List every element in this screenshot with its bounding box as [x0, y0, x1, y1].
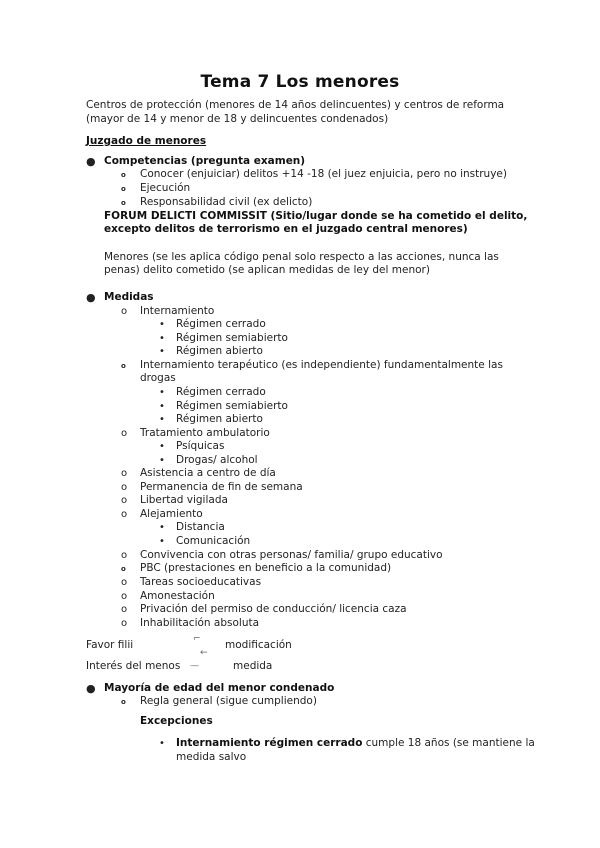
bullet-icon: ●	[86, 291, 96, 304]
competencias-heading: Competencias (pregunta examen)	[104, 155, 306, 167]
mayoria-regla: Regla general (sigue cumpliendo)	[140, 695, 317, 707]
small-bullet-icon: •	[159, 536, 165, 547]
competencia-item-2: Ejecución	[140, 182, 191, 194]
interes-value: medida	[233, 660, 273, 672]
excepcion-line-2: medida salvo	[176, 751, 247, 763]
circle-bullet-icon: o	[121, 618, 128, 629]
interes-label: Interés del menos	[86, 660, 181, 672]
small-bullet-icon: •	[159, 455, 165, 466]
forum-line-2: excepto delitos de terrorismo en el juzgado central menores)	[104, 223, 468, 235]
circle-bullet-icon: o	[121, 428, 128, 439]
medida-alejamiento: Alejamiento	[140, 508, 203, 520]
circle-bullet-icon: o	[121, 604, 128, 615]
medida-privacion: Privación del permiso de conducción/ licencia caza	[140, 603, 407, 615]
circle-bullet-icon: o	[121, 509, 128, 520]
internamiento-sub-3: Régimen abierto	[176, 345, 263, 357]
medida-internamiento: Internamiento	[140, 305, 215, 317]
excepcion-rest: cumple 18 años (se mantiene la	[362, 737, 535, 749]
intro-line-2: (mayor de 14 y menor de 18 y delincuentes condenados)	[86, 113, 389, 125]
small-bullet-icon: •	[159, 387, 165, 398]
medida-convivencia: Convivencia con otras personas/ familia/ grupo educativo	[140, 549, 443, 561]
circle-bullet-icon: o	[121, 577, 128, 588]
bullet-icon: ●	[86, 155, 96, 168]
sub-bullet-icon: o	[121, 565, 126, 573]
circle-bullet-icon: o	[121, 306, 128, 317]
terapeutico-sub-3: Régimen abierto	[176, 413, 263, 425]
sub-bullet-icon: o	[121, 199, 126, 207]
sub-bullet-icon: o	[121, 362, 126, 370]
medida-permanencia: Permanencia de fin de semana	[140, 481, 303, 493]
small-bullet-icon: •	[159, 441, 165, 452]
excepcion-line-1	[176, 737, 535, 750]
internamiento-sub-2: Régimen semiabierto	[176, 332, 288, 344]
intro-line-1: Centros de protección (menores de 14 años delincuentes) y centros de reforma	[86, 99, 505, 111]
ambulatorio-sub-1: Psíquicas	[176, 440, 225, 452]
sub-bullet-icon: o	[121, 171, 126, 179]
small-bullet-icon: •	[159, 522, 165, 533]
medida-asistencia: Asistencia a centro de día	[140, 467, 276, 479]
bullet-icon: ●	[86, 682, 96, 695]
medidas-heading: Medidas	[104, 291, 154, 303]
internamiento-sub-1: Régimen cerrado	[176, 318, 266, 330]
circle-bullet-icon: o	[121, 482, 128, 493]
small-bullet-icon: •	[159, 738, 165, 749]
arrow-icon: ←	[200, 648, 208, 658]
arrow-icon: ⌐	[193, 634, 201, 644]
ambulatorio-sub-2: Drogas/ alcohol	[176, 454, 258, 466]
medida-tareas: Tareas socioeducativas	[140, 576, 262, 588]
excepcion-bold: Internamiento régimen cerrado	[176, 737, 363, 749]
medida-inhabilitacion: Inhabilitación absoluta	[140, 617, 260, 629]
medida-libertad: Libertad vigilada	[140, 494, 228, 506]
favor-filii-value: modificación	[225, 639, 292, 651]
mayoria-heading: Mayoría de edad del menor condenado	[104, 682, 335, 694]
page-title: Tema 7 Los menores	[200, 72, 400, 92]
alejamiento-sub-1: Distancia	[176, 521, 225, 533]
favor-filii-label: Favor filii	[86, 639, 134, 651]
competencia-item-3: Responsabilidad civil (ex delicto)	[140, 196, 313, 208]
note-line-2: penas) delito cometido (se aplican medidas de ley del menor)	[104, 264, 430, 276]
terapeutico-line-1: Internamiento terapéutico (es independiente) fundamentalmente las	[140, 359, 503, 371]
competencia-item-1: Conocer (enjuiciar) delitos +14 -18 (el juez enjuicia, pero no instruye)	[140, 168, 507, 180]
medida-ambulatorio: Tratamiento ambulatorio	[140, 427, 270, 439]
circle-bullet-icon: o	[121, 495, 128, 506]
note-line-1: Menores (se les aplica código penal solo respecto a las acciones, nunca las	[104, 251, 499, 263]
arrow-icon: —	[190, 661, 199, 671]
sub-bullet-icon: o	[121, 185, 126, 193]
small-bullet-icon: •	[159, 319, 165, 330]
small-bullet-icon: •	[159, 414, 165, 425]
terapeutico-sub-2: Régimen semiabierto	[176, 400, 288, 412]
excepciones-heading: Excepciones	[140, 715, 213, 727]
sub-bullet-icon: o	[121, 698, 126, 706]
circle-bullet-icon: o	[121, 468, 128, 479]
alejamiento-sub-2: Comunicación	[176, 535, 251, 547]
small-bullet-icon: •	[159, 333, 165, 344]
small-bullet-icon: •	[159, 401, 165, 412]
circle-bullet-icon: o	[121, 591, 128, 602]
small-bullet-icon: •	[159, 346, 165, 357]
terapeutico-sub-1: Régimen cerrado	[176, 386, 266, 398]
terapeutico-line-2: drogas	[140, 372, 176, 384]
medida-amonestacion: Amonestación	[140, 590, 215, 602]
circle-bullet-icon: o	[121, 550, 128, 561]
section-heading: Juzgado de menores	[86, 135, 207, 147]
forum-line-1: FORUM DELICTI COMMISSIT (Sitio/lugar donde se ha cometido el delito,	[104, 210, 528, 222]
medida-pbc: PBC (prestaciones en beneficio a la comunidad)	[140, 562, 392, 574]
